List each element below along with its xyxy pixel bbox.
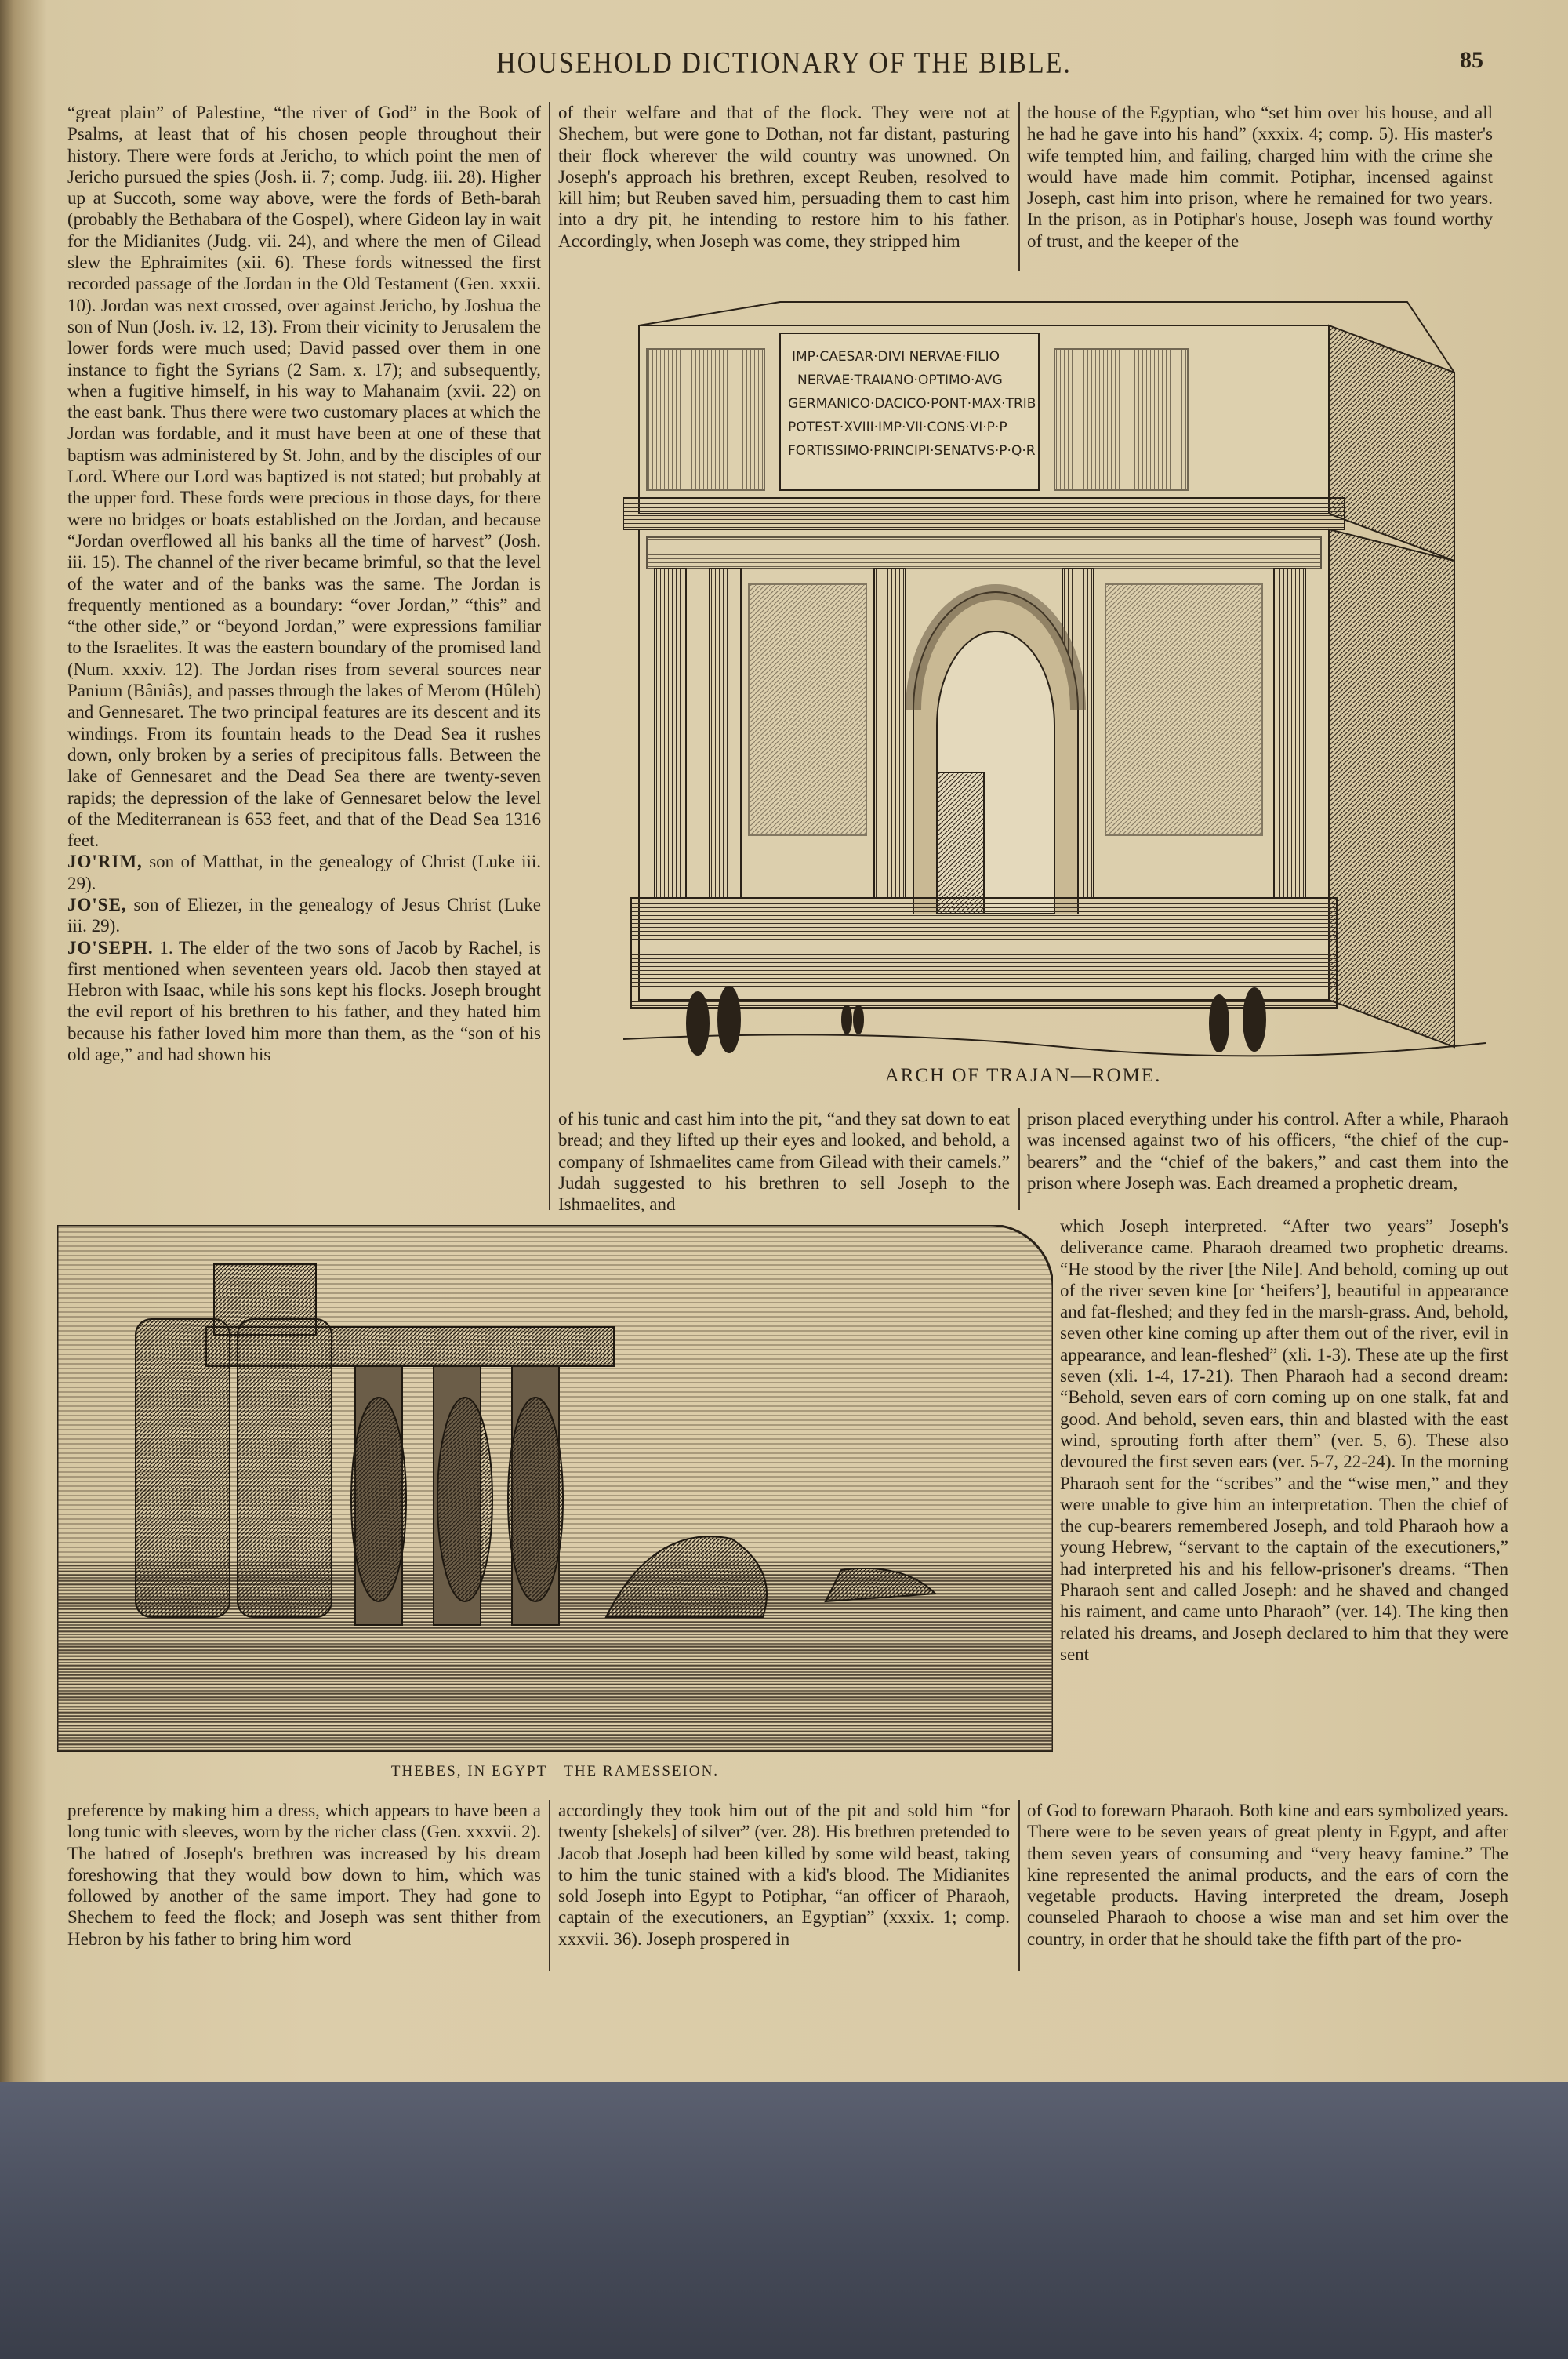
inscription-line: FORTISSIMO·PRINCIPI·SENATVS·P·Q·R (788, 443, 1036, 459)
entry-heading: JO'SE, (67, 894, 127, 914)
inscription-line: NERVAE·TRAIANO·OPTIMO·AVG (797, 373, 1003, 388)
entry-heading: JO'SEPH. (67, 937, 154, 958)
column-2-middle: of his tunic and cast him into the pit, “and they sat down to eat bread; and they lifted up their eyes and looked, and behold, a company of Ishmaelites came from Gilead with their camels.” Judah suggested to his brethren to sell Joseph to the Ishmaelites, and (558, 1109, 1010, 1215)
entry-heading: JO'RIM, (67, 852, 143, 872)
column-rule (549, 102, 550, 1210)
column-1-top (67, 102, 541, 1065)
column-2-bottom: accordingly they took him out of the pit and sold him “for twenty [shekels] of silver” (ver. 28). His brethren pretended to Jacob that Joseph had been killed by some wild beast, taking to him the tunic stained with a kid's blood. The Midianites sold Joseph into Egypt to Potiphar, “an officer of Pharaoh, captain of the executioners, an Egyptian” (xxxix. 1; comp. xxxvii. 36). Joseph prospered in (558, 1801, 1010, 1949)
column-3-bottom: of God to forewarn Pharaoh. Both kine and ears symbolized years. There were to be seven years of great plenty in Egypt, and after them seven years of consuming and “very heavy famine.” The kine represented the animal products, and the ears of corn the vegetable products. Having interpreted the dream, Joseph counseled Pharaoh to choose a wise man and set him over the country, in order that he should take the fifth part of the pro- (1027, 1801, 1508, 1949)
column-3-middle-wide: prison placed everything under his control. After a while, Pharaoh was incensed against two of his officers, “the chief of the cup-bearers” and the “chief of the bakers,” and cast them into the prison where Joseph was. Each dreamed a prophetic dream, (1027, 1109, 1508, 1193)
column-3-middle-narrow: which Joseph interpreted. “After two years” Joseph's deliverance came. Pharaoh dreamed two prophetic dreams. “He stood by the river [the Nile]. And behold, coming up out of the river seven kine [or ‘heifers’], beautiful in appearance and fat-fleshed; and they fed in the marsh-grass. And, behold, seven other kine coming up after them out of the river, evil in appearance, and lean-fleshed” (xli. 1-3). These ate up the first seven (xli. 1-4, 17-21). Then Pharaoh had a second dream: “Behold, seven ears of corn coming up on one stalk, fat and good. And behold, seven ears, thin and blasted with the east wind, sprouting forth after them” (ver. 5, 6). These also devoured the first seven ears (ver. 5-7, 22-24). In the morning Pharaoh sent for the “scribes” and the “wise men,” and they were unable to give him an interpretation. Then the chief of the cup-bearers remembered Joseph, and told Pharaoh how a young Hebrew, “servant to the captain of the executioners,” had interpreted his and his fellow-prisoner's dreams. “Then Pharaoh sent and called Joseph: and he shaved and changed his raiment, and came unto Pharaoh” (ver. 14). The king then related his dreams, and Joseph declared to him that they were sent (1060, 1216, 1508, 1664)
column-3-top: the house of the Egyptian, who “set him over his house, and all he had he gave into his hand” (xxxix. 4; comp. 5). His master's wife tempted him, and failing, charged him with the crime she would have made him commit. Potiphar, incensed against Joseph, cast him into prison, where he remained for two years. In the prison, as in Potiphar's house, Joseph was found worthy of trust, and the keeper of the (1027, 103, 1493, 251)
page-number: 85 (1460, 47, 1483, 73)
entry-text: son of Eliezer, in the genealogy of Jesus Christ (Luke iii. 29). (67, 894, 541, 936)
column-rule (1018, 1108, 1020, 1210)
entry-jose (67, 894, 541, 937)
inscription-line: POTEST·XVIII·IMP·VII·CONS·VI·P·P (788, 420, 1007, 435)
jordan-paragraph: “great plain” of Palestine, “the river of God” in the Book of Psalms, at least that of his chosen people throughout their history. There were fords at Jericho, to which point the men of Jericho pursued the spies (Josh. ii. 7; comp. Judg. iii. 28). Higher up at Succoth, some way above, were the fords of Beth-barah (probably the Bethabara of the Gospel), where Gideon lay in wait for the Midianites (Judg. vii. 24), and where the men of Gilead slew the Ephraimites (xii. 6). These fords witnessed the first recorded passage of the Jordan in the Old Testament (Gen. xxxii. 10). Jordan was next crossed, over against Jericho, by Joshua the son of Nun (Josh. iv. 12, 13). From their vicinity to Jerusalem the lower fords were much used; David passed over them in one instance to fight the Syrians (2 Sam. x. 17); and subsequently, when a fugitive himself, in his way to Mahanaim (xvii. 22) on the east bank. Thus there were two customary places at which the Jordan was fordable, and it must have been at one of these that baptism was administered by St. John, and by the disciples of our Lord. Where our Lord was baptized is not stated; but probably at the upper ford. These fords were precious in those days, for there were no bridges or boats established on the Jordan, and because “Jordan overflowed all his banks all the time of harvest” (Josh. iii. 15). The channel of the river became brimful, so that the level of the water and of the banks was the same. The Jordan is frequently mentioned as a boundary: “over Jordan,” “this” and “the other side,” or “beyond Jordan,” were expressions familiar to the Israelites. It was the eastern boundary of the promised land (Num. xxxiv. 12). The Jordan rises from several sources near Panium (Bâniâs), and passes through the lakes of Merom (Hûleh) and Gennesaret. The two principal features are its descent and its windings. From its fountain heads to the Dead Sea it rushes down, only broken by a series of precipitous falls. Between the lake of Gennesaret and the Dead Sea there are twenty-seven rapids; the depression of the lake of Gennesaret below the level of the Mediterranean is 653 feet, and that of the Dead Sea 1316 feet. (67, 103, 541, 851)
column-2-top: of their welfare and that of the flock. They were not at Shechem, but were gone to Dothan, not far distant, pasturing their flock wherever the wild country was unowned. On Joseph's approach his brethren, except Reuben, resolved to kill him; but Reuben saved him, persuading them to cast him into a dry pit, he intending to restore him to his father. Accordingly, when Joseph was come, they stripped him (558, 103, 1010, 251)
thebes-ramesseum-illustration (57, 1225, 1053, 1752)
entry-joseph (67, 937, 541, 1066)
background-surface (0, 2082, 1568, 2359)
inscription-line: GERMANICO·DACICO·PONT·MAX·TRIB (788, 396, 1036, 412)
entry-text: 1. The elder of the two sons of Jacob by Rachel, is first mentioned when seventeen years old. Jacob then stayed at Hebron with Isaac, while his sons kept his flocks. Joseph brought the evil report of his brethren to his father, and they hated him because his father loved him more than them, as the “son of his old age,” and had shown his (67, 937, 541, 1065)
column-rule (1018, 1800, 1020, 1971)
arch-of-trajan-illustration (623, 271, 1501, 1063)
column-rule (549, 1108, 550, 1210)
column-rule (549, 1800, 550, 1971)
arch-caption: ARCH OF TRAJAN—ROME. (884, 1065, 1162, 1086)
running-header: HOUSEHOLD DICTIONARY OF THE BIBLE. (496, 46, 1072, 80)
inscription-line: IMP·CAESAR·DIVI NERVAE·FILIO (792, 349, 1000, 365)
column-1-bottom: preference by making him a dress, which appears to have been a long tunic with sleeves, worn by the richer class (Gen. xxxvii. 2). The hatred of Joseph's brethren was increased by his dream foreshowing that they would bow down to him, which was followed by another of the same import. They had gone to Shechem to feed the flock; and Joseph was sent thither from Hebron by his father to bring him word (67, 1801, 541, 1949)
entry-jorim (67, 851, 541, 894)
entry-text: son of Matthat, in the genealogy of Christ (Luke iii. 29). (67, 852, 541, 893)
thebes-caption: THEBES, IN EGYPT—THE RAMESSEION. (390, 1763, 720, 1779)
column-rule (1018, 102, 1020, 271)
